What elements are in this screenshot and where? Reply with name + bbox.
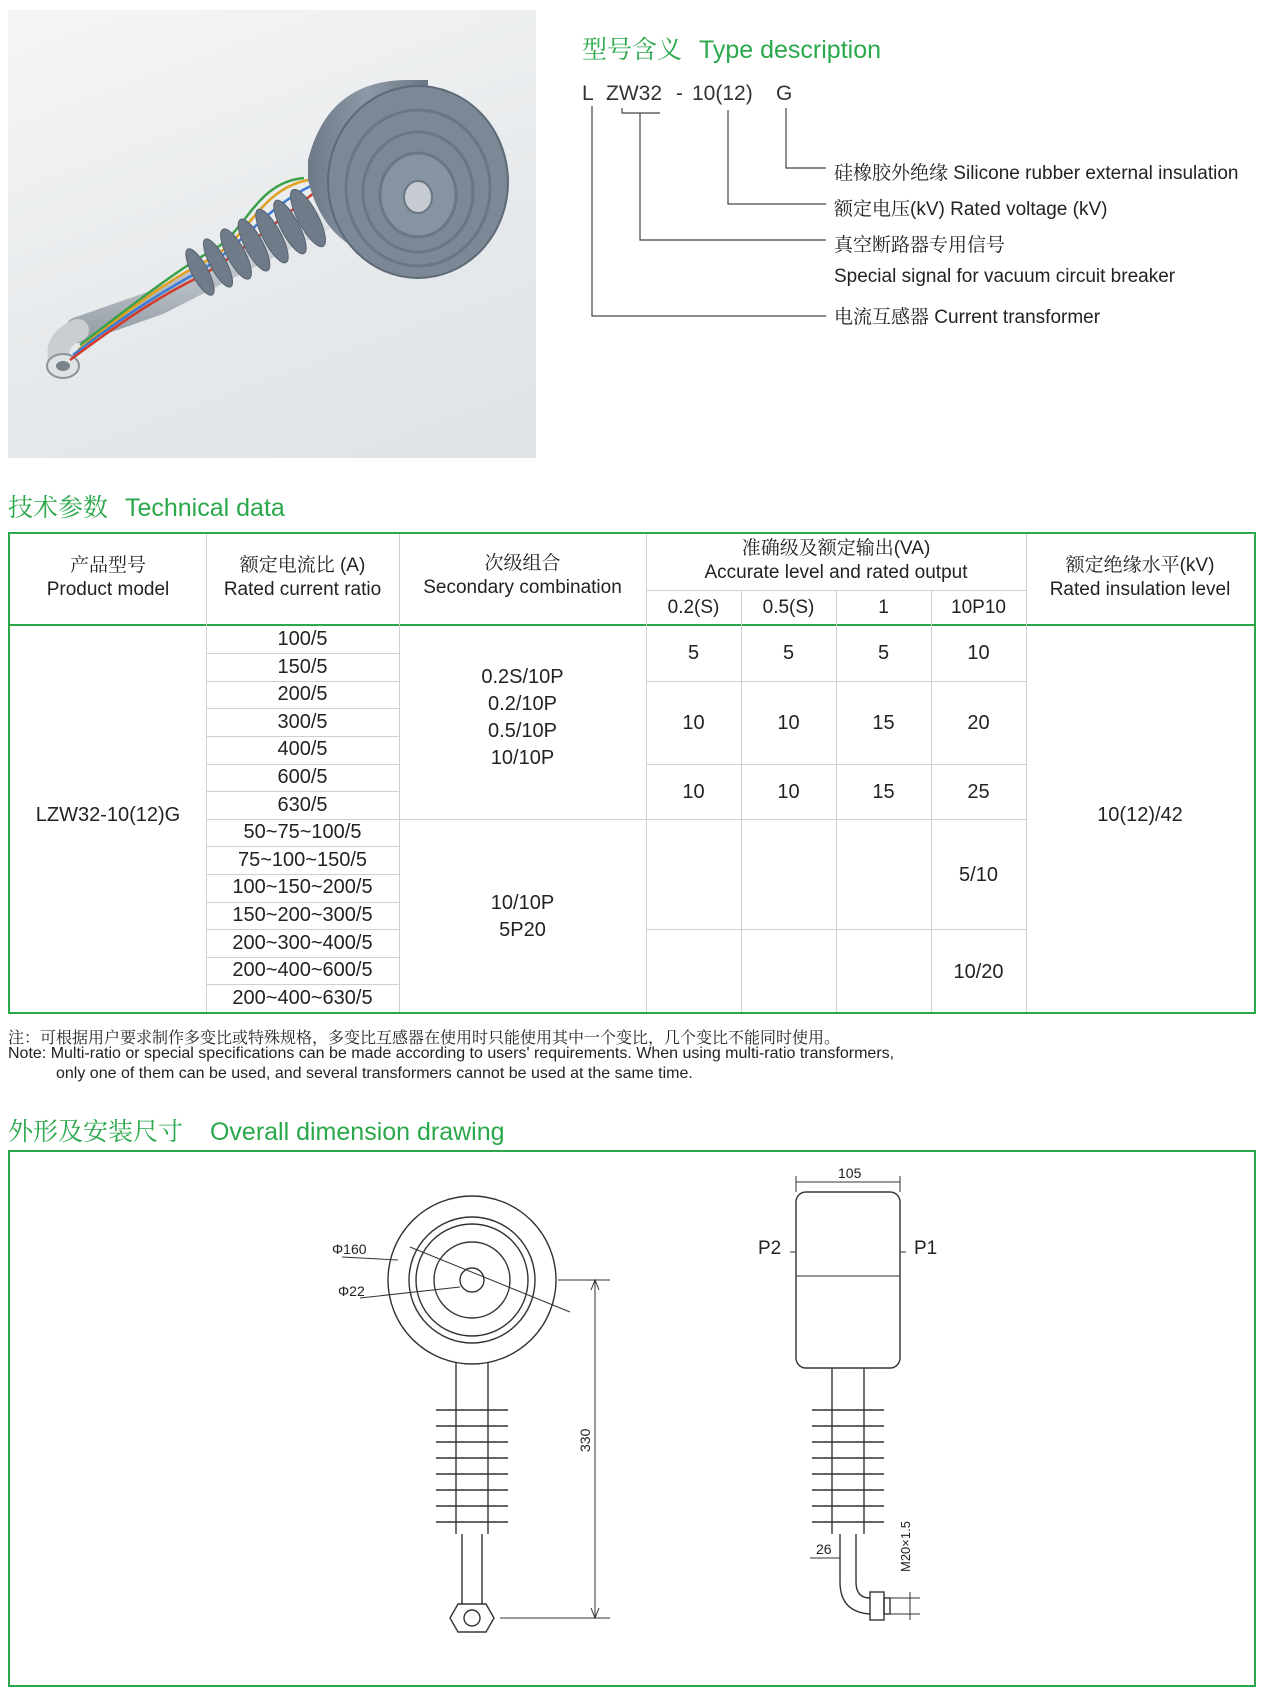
label-offset-26: 26 — [816, 1541, 832, 1557]
output-cell: 20 — [967, 712, 990, 734]
ratio-cell: 400/5 — [277, 738, 328, 760]
label-phi160: Φ160 — [332, 1241, 367, 1257]
code-part-voltage: 10(12) — [692, 82, 753, 105]
header-product-model: 产品型号 Product model — [46, 555, 170, 600]
dimension-drawing-panel — [8, 1150, 1256, 1687]
technical-data-table — [8, 532, 1256, 1014]
type-line-signal-en: Special signal for vacuum circuit breaker — [834, 266, 1176, 287]
ratio-cell: 75~100~150/5 — [237, 849, 368, 871]
code-part-series: ZW32 — [606, 82, 663, 105]
code-part-dash: - — [676, 82, 683, 105]
output-cell: 10 — [682, 781, 705, 803]
label-p2: P2 — [758, 1238, 782, 1259]
product-model-cell: LZW32-10(12)G — [35, 804, 181, 826]
header-accuracy-05s: 0.5(S) — [762, 597, 815, 618]
dimension-drawing-title: 外形及安装尺寸 Overall dimension drawing — [8, 1118, 505, 1146]
output-cell: 5 — [782, 642, 795, 664]
ratio-cell: 200~400~630/5 — [232, 987, 373, 1009]
code-part-g: G — [776, 82, 793, 105]
note-en-line1: Note: Multi-ratio or special specifications can be made according to users' requirements. When using multi-ratio transformers, — [8, 1045, 895, 1062]
output-cell: 10 — [777, 712, 800, 734]
ratio-cell: 150~200~300/5 — [232, 904, 373, 926]
combination-group-b: 10/10P 5P20 — [490, 892, 555, 941]
output-cell: 10 — [967, 642, 990, 664]
label-p1: P1 — [914, 1238, 938, 1259]
output-cell: 5/10 — [959, 864, 998, 886]
ratio-cell: 300/5 — [277, 711, 328, 733]
ratio-cell: 50~75~100/5 — [243, 821, 362, 843]
ratio-cell: 630/5 — [277, 794, 328, 816]
technical-data-title: 技术参数 Technical data — [8, 494, 285, 522]
header-separator — [10, 624, 1254, 626]
output-cell: 10/20 — [953, 961, 1004, 983]
output-cell: 15 — [872, 781, 895, 803]
output-cell: 25 — [967, 781, 990, 803]
ratio-cell: 100/5 — [277, 628, 328, 650]
note-cn: 注：可根据用户要求制作多变比或特殊规格，多变比互感器在使用时只能使用其中一个变比，几个变比不能同时使用。 — [8, 1030, 841, 1047]
ratio-cell: 200~300~400/5 — [232, 932, 373, 954]
output-cell: 5 — [687, 642, 700, 664]
header-accuracy-1: 1 — [878, 597, 889, 618]
combination-group-a: 0.2S/10P 0.2/10P 0.5/10P 10/10P — [481, 666, 564, 769]
type-line-signal-cn: 真空断路器专用信号 — [834, 235, 1006, 256]
code-part-l: L — [582, 82, 594, 105]
header-secondary-combination: 次级组合 Secondary combination — [423, 553, 622, 598]
front-view — [342, 1196, 610, 1632]
label-thread-m20: M20×1.5 — [898, 1521, 913, 1572]
ratio-cell: 200~400~600/5 — [232, 959, 373, 981]
ratio-cell: 150/5 — [277, 656, 328, 678]
output-cell: 15 — [872, 712, 895, 734]
label-height-330: 330 — [577, 1428, 593, 1452]
type-description-title-cn: 型号含义 — [582, 36, 683, 64]
header-insulation-level: 额定绝缘水平(kV) Rated insulation level — [1049, 555, 1231, 600]
label-width-105: 105 — [838, 1165, 862, 1181]
type-description-title-en: Type description — [698, 36, 882, 64]
header-accuracy-02s: 0.2(S) — [667, 597, 720, 618]
output-cell: 5 — [877, 642, 890, 664]
type-line-voltage: 额定电压(kV) Rated voltage (kV) — [834, 199, 1108, 220]
label-phi22: Φ22 — [338, 1283, 365, 1299]
header-accuracy-output: 准确级及额定输出(VA) Accurate level and rated output — [704, 538, 968, 583]
ratio-cell: 100~150~200/5 — [232, 876, 373, 898]
type-line-insulation: 硅橡胶外绝缘 Silicone rubber external insulation — [834, 163, 1239, 184]
insulation-level-cell: 10(12)/42 — [1097, 804, 1183, 826]
header-rated-current-ratio: 额定电流比 (A) Rated current ratio — [223, 555, 382, 600]
output-cell: 10 — [777, 781, 800, 803]
type-line-transformer: 电流互感器 Current transformer — [834, 307, 1101, 328]
ratio-cell: 200/5 — [277, 683, 328, 705]
ratio-cell: 600/5 — [277, 766, 328, 788]
dimension-drawing-svg — [10, 1152, 1254, 1685]
output-cell: 10 — [682, 712, 705, 734]
header-accuracy-10p10: 10P10 — [951, 597, 1006, 618]
note-en-line2: only one of them can be used, and several transformers cannot be used at the same time. — [56, 1065, 693, 1082]
